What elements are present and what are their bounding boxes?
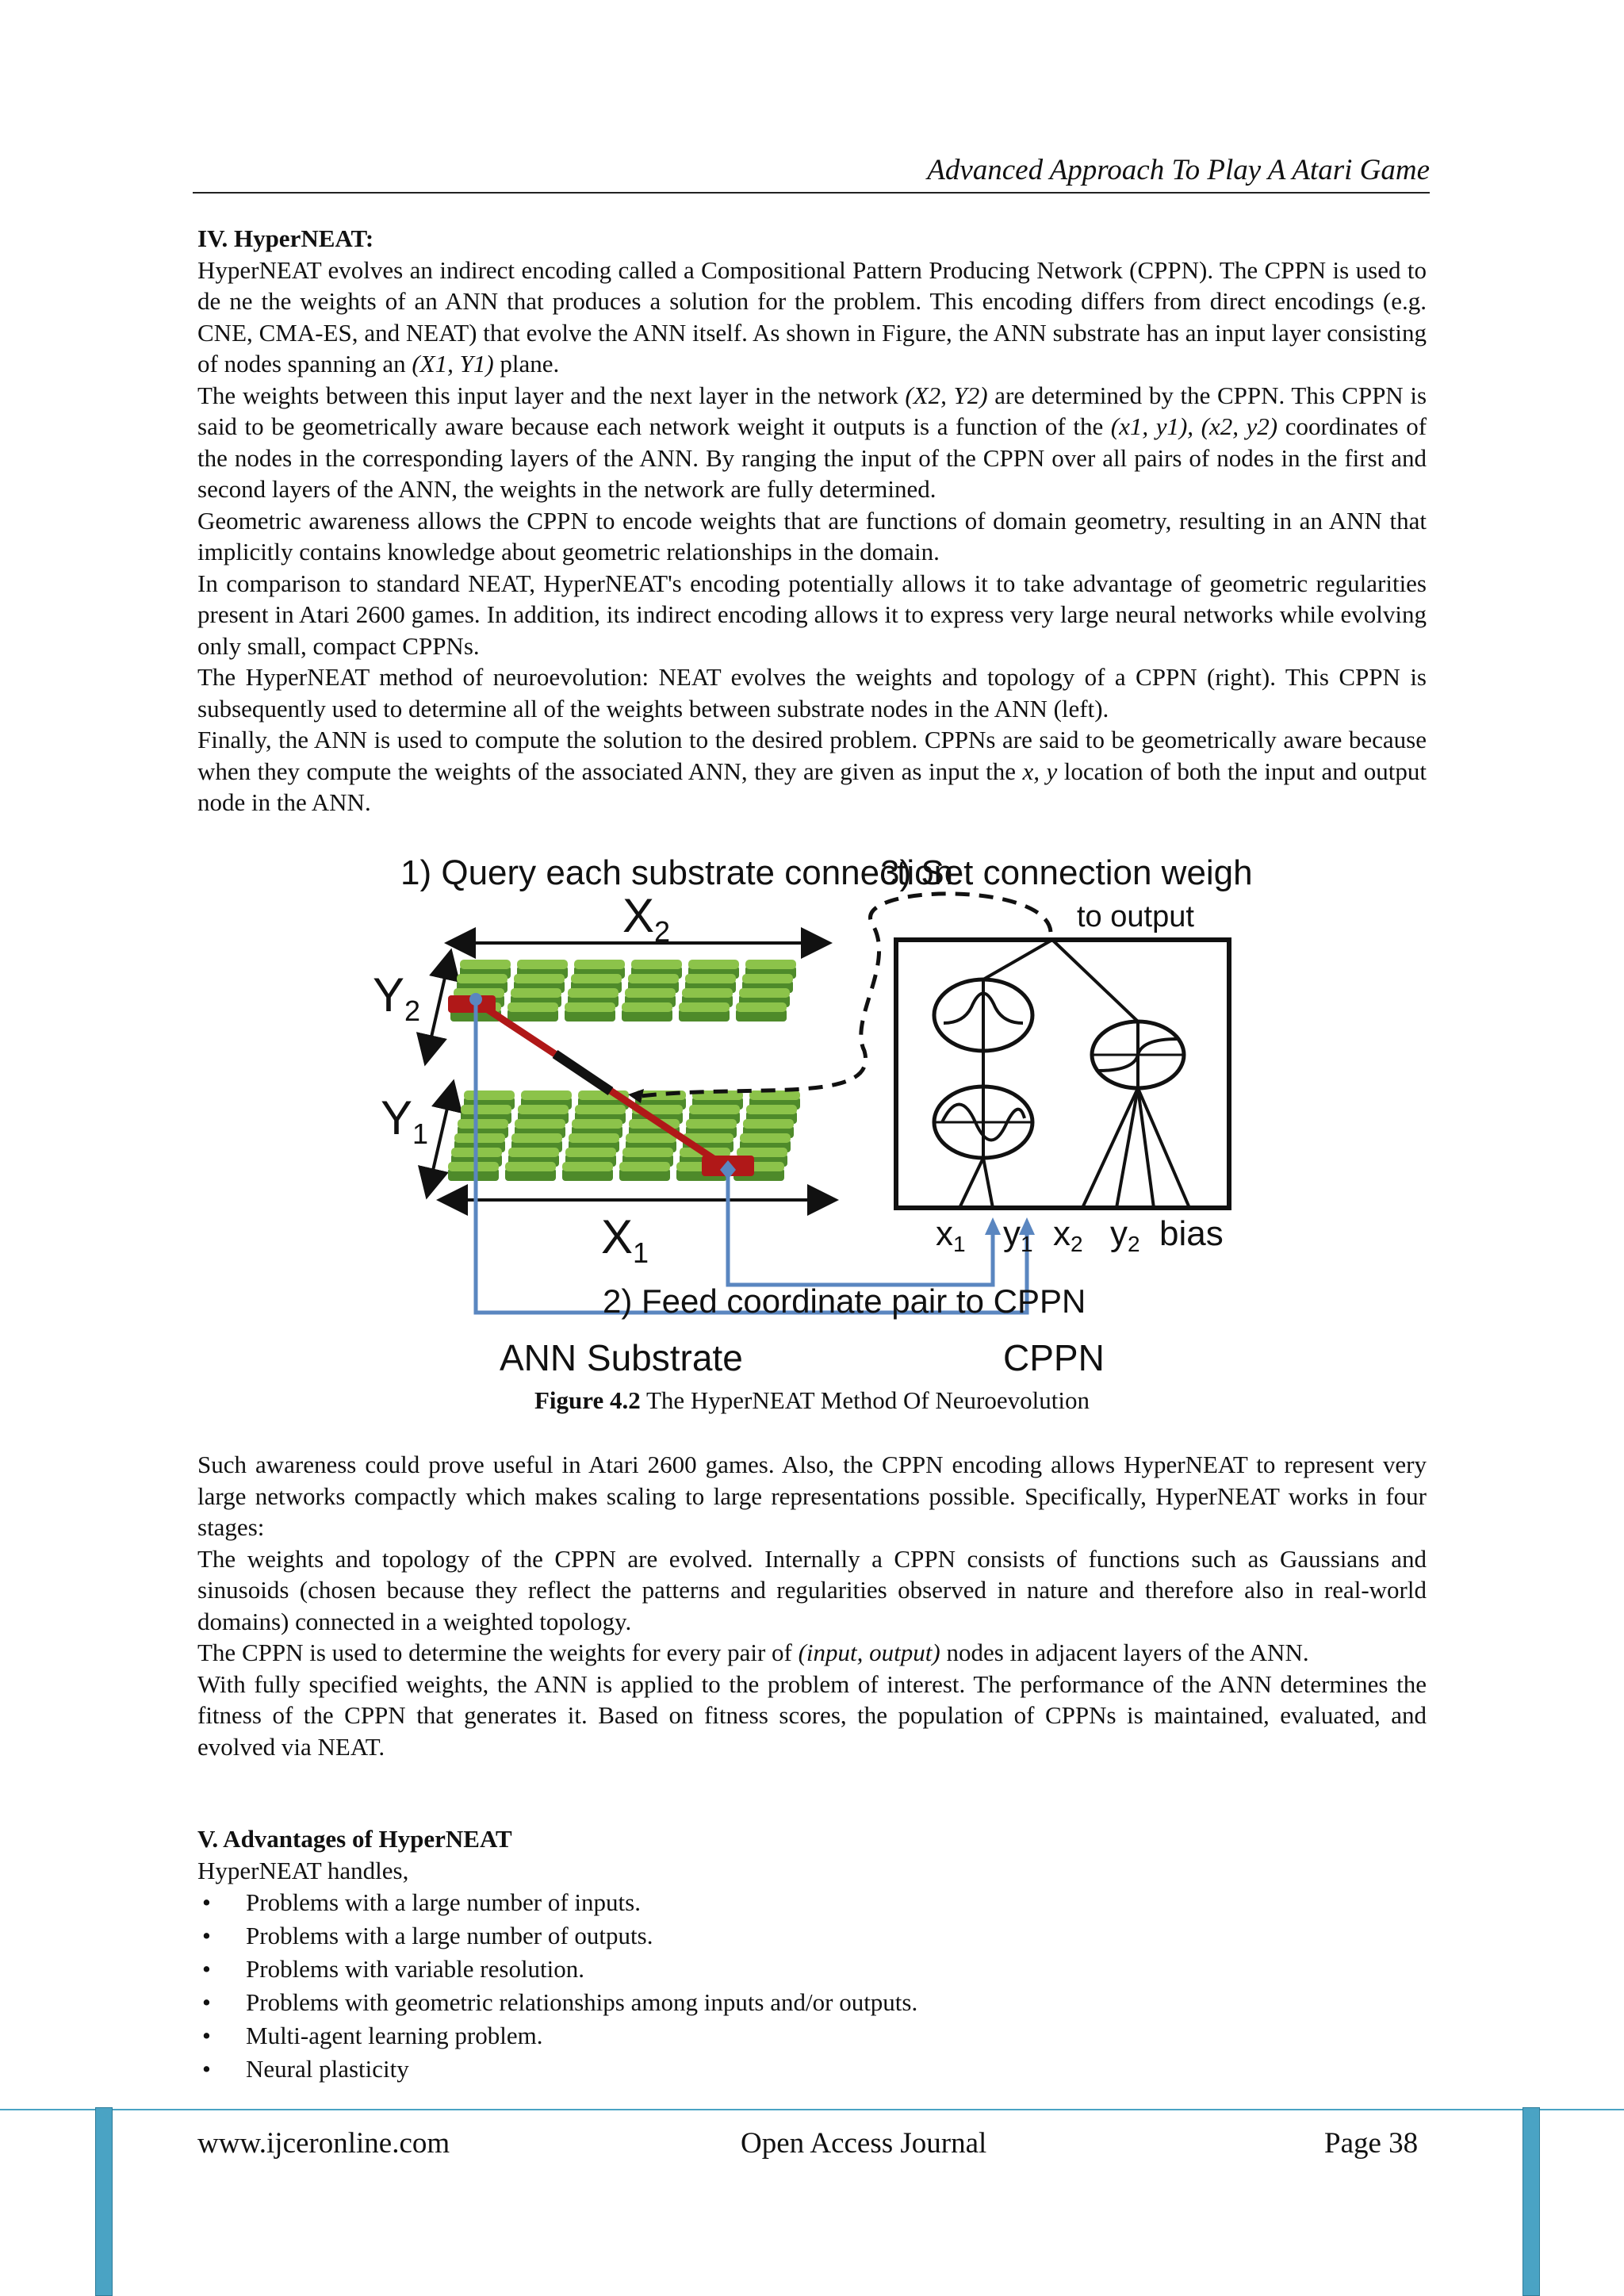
- substrate-node: [461, 1105, 511, 1114]
- bullet-marker: •: [202, 1888, 211, 1916]
- input-x1-letter: x: [936, 1214, 953, 1253]
- footer-page-number: Page 38: [1324, 2127, 1419, 2160]
- input-label-bias: bias: [1159, 1214, 1224, 1253]
- paragraph-text: plane.: [500, 350, 560, 378]
- substrate-node: [511, 1133, 562, 1143]
- y2-axis-label: [373, 968, 420, 1027]
- paragraph: [197, 1637, 1427, 1669]
- list-item-text: Problems with a large number of inputs.: [246, 1888, 641, 1916]
- cppn-edge: [959, 1158, 983, 1208]
- x2-axis-letter: X: [622, 889, 655, 942]
- paragraph: [197, 255, 1427, 380]
- cppn-edge: [983, 1158, 993, 1208]
- cppn-edge: [1116, 1088, 1138, 1208]
- substrate-node: [514, 974, 565, 983]
- y1-axis-label: [381, 1091, 428, 1150]
- figure-caption: [197, 1385, 1427, 1416]
- substrate-node: [736, 1002, 787, 1012]
- substrate-node: [682, 988, 733, 998]
- advantages-list: [197, 1886, 1427, 2086]
- paragraph: With fully specified weights, the ANN is applied to the problem of interest. The performance of the ANN determines the fitness of the CPPN that generates it. Based on fitness scores, the population of CPPNs is maintained, evaluated, and evolved via NEAT.: [197, 1669, 1427, 1761]
- input-y2-letter: y: [1110, 1214, 1128, 1253]
- input-label-x1: [936, 1214, 966, 1256]
- paragraph: In comparison to standard NEAT, HyperNEAT's encoding potentially allows it to take advantage of geometric regularities present in Atari 2600 games. In addition, its indirect encoding allows it to express very large neural networks while evolving only small, compact CPPNs.: [197, 569, 1427, 660]
- section-heading: IV. HyperNEAT:: [197, 224, 374, 252]
- bullet-marker: •: [202, 1988, 211, 2016]
- list-item: [197, 1886, 1427, 1919]
- substrate-node: [460, 960, 511, 969]
- paragraph-text: HyperNEAT evolves an indirect encoding called a Compositional Pattern Producing Network (CPPN). The CPPN is used to de ne the weights of an ANN that produces a solution for the problem. This encoding differs from direct encodings (e.g. CNE, CMA-ES, and NEAT) that evolve the ANN itself. As shown in Figure, the ANN substrate has an input layer consisting of nodes spanning an: [197, 255, 1427, 378]
- substrate-node: [619, 1162, 670, 1171]
- substrate-node: [631, 960, 682, 969]
- substrate-node: [742, 974, 793, 983]
- input-label-y2: [1110, 1214, 1140, 1256]
- cppn-label: CPPN: [1003, 1337, 1105, 1378]
- step3-label: 3) Set connection weight: [880, 853, 1253, 892]
- substrate-node: [508, 1002, 558, 1012]
- substrate-node: [622, 1002, 672, 1012]
- x1-axis-label: [601, 1210, 649, 1269]
- bullet-marker: •: [202, 1922, 211, 1949]
- bullet-marker: •: [202, 1955, 211, 1983]
- coordinate-text: (X2, Y2): [905, 381, 988, 409]
- input-y1-letter: y: [1003, 1214, 1021, 1253]
- y1-axis-arrow: [430, 1094, 450, 1184]
- input-x2-subscript: 2: [1071, 1232, 1083, 1256]
- paragraph: [197, 380, 1427, 505]
- list-item-text: Problems with variable resolution.: [246, 1955, 585, 1983]
- feed-node-output: [469, 993, 482, 1006]
- y2-axis-arrow: [428, 964, 448, 1051]
- running-header: Advanced Approach To Play A Atari Game: [927, 154, 1430, 186]
- substrate-node: [689, 1105, 740, 1114]
- input-x2-letter: x: [1053, 1214, 1071, 1253]
- list-item: [197, 1953, 1427, 1986]
- substrate-node: [448, 1162, 499, 1171]
- substrate-node: [568, 988, 619, 998]
- input-x1-subscript: 1: [953, 1232, 966, 1256]
- input-label-y1: [1003, 1214, 1033, 1256]
- y1-axis-subscript: 1: [412, 1117, 429, 1150]
- input-y1-subscript: 1: [1021, 1232, 1033, 1256]
- section-stages: [197, 1449, 1427, 1762]
- substrate-node: [458, 1119, 508, 1129]
- section-hyperneat: [197, 223, 1427, 818]
- paragraph: The weights and topology of the CPPN are evolved. Internally a CPPN consists of functions such as Gaussians and sinusoids (chosen because they reflect the patterns and regularities observed in nature and therefore also in real-world domains) connected in a weighted topology.: [197, 1544, 1427, 1635]
- paragraph-text: location of both the input and output node in the ANN.: [197, 757, 1427, 816]
- list-item: [197, 1986, 1427, 2019]
- substrate-node: [628, 974, 679, 983]
- x2-axis-subscript: 2: [654, 915, 671, 948]
- coordinate-text: x, y: [1022, 757, 1058, 785]
- footer-url: www.ijceronline.com: [197, 2127, 450, 2160]
- cppn-edge: [1052, 940, 1138, 1022]
- paragraph: HyperNEAT handles,: [197, 1856, 409, 1884]
- paragraph-text: Finally, the ANN is used to compute the solution to the desired problem. CPPNs are said to be geometrically aware because when they compute the weights of the associated ANN, they are given as input the: [197, 726, 1427, 785]
- bullet-marker: •: [202, 2055, 211, 2083]
- y1-axis-letter: Y: [381, 1091, 413, 1144]
- substrate-node: [626, 1133, 676, 1143]
- input-label-x2: [1053, 1214, 1083, 1256]
- footer-rule: [0, 2109, 1624, 2110]
- hyperneat-figure: [373, 845, 1253, 1392]
- hyperneat-diagram: [373, 845, 1253, 1392]
- substrate-node: [625, 988, 676, 998]
- x1-axis-letter: X: [601, 1210, 634, 1263]
- header-rule: [193, 192, 1430, 194]
- caption-label: Figure 4.2: [534, 1386, 641, 1414]
- footer-right-post: [1522, 2107, 1540, 2296]
- footer-left-post: [95, 2107, 113, 2296]
- paragraph: The HyperNEAT method of neuroevolution: NEAT evolves the weights and topology of a CPPN (right). This CPPN is subsequently used to determine all of the weights between substrate nodes in the ANN (left).: [197, 663, 1427, 723]
- cppn-edge: [1082, 1088, 1138, 1208]
- ann-substrate-label: ANN Substrate: [500, 1337, 743, 1378]
- paragraph-text: The CPPN is used to determine the weights for every pair of: [197, 1639, 792, 1666]
- substrate-node: [571, 974, 622, 983]
- list-item-text: Problems with a large number of outputs.: [246, 1922, 653, 1949]
- y2-axis-subscript: 2: [404, 995, 421, 1027]
- substrate-node: [505, 1162, 556, 1171]
- substrate-node: [518, 1105, 569, 1114]
- substrate-node: [508, 1148, 559, 1157]
- substrate-node: [574, 960, 625, 969]
- substrate-node: [521, 1091, 572, 1100]
- substrate-node: [739, 988, 790, 998]
- substrate-node: [743, 1119, 794, 1129]
- x1-axis-subscript: 1: [633, 1236, 649, 1269]
- substrate-node: [740, 1133, 791, 1143]
- to-output-label: to output: [1077, 900, 1194, 933]
- substrate-node: [746, 1105, 797, 1114]
- paragraph: Geometric awareness allows the CPPN to encode weights that are functions of domain geometry, resulting in an ANN that implicitly contains knowledge about geometric relationships in the domain.: [197, 506, 1427, 565]
- substrate-node: [511, 988, 561, 998]
- y2-axis-letter: Y: [373, 968, 405, 1022]
- list-item-text: Multi-agent learning problem.: [246, 2022, 543, 2049]
- substrate-node: [517, 960, 568, 969]
- substrate-node: [575, 1105, 626, 1114]
- step2-label: 2) Feed coordinate pair to CPPN: [603, 1282, 1086, 1320]
- x2-axis-label: [622, 889, 670, 948]
- paragraph-text: coordinates of the nodes in the corresponding layers of the ANN. By ranging the input of the CPPN over all pairs of nodes in the first and second layers of the ANN, the weights in the network are fully determined.: [197, 412, 1427, 503]
- substrate-node: [454, 1133, 505, 1143]
- bullet-marker: •: [202, 2022, 211, 2049]
- paragraph-text: are determined by the CPPN. This CPPN is said to be geometrically aware because each network weight it outputs is a function of the: [197, 381, 1427, 440]
- paragraph: [197, 724, 1427, 818]
- substrate-node: [569, 1133, 619, 1143]
- substrate-node: [562, 1162, 613, 1171]
- list-item: [197, 2019, 1427, 2053]
- paragraph-text: nodes in adjacent layers of the ANN.: [946, 1639, 1309, 1666]
- substrate-node: [565, 1148, 616, 1157]
- input-y2-subscript: 2: [1128, 1232, 1140, 1256]
- substrate-node: [572, 1119, 622, 1129]
- caption-text: The HyperNEAT Method Of Neuroevolution: [645, 1386, 1090, 1414]
- substrate-node: [515, 1119, 565, 1129]
- coordinate-text: (x1, y1), (x2, y2): [1110, 412, 1278, 440]
- paragraph-text: The weights between this input layer and the next layer in the network: [197, 381, 898, 409]
- feed-arrowhead-input: [985, 1217, 1001, 1235]
- cppn-box: [896, 940, 1229, 1208]
- substrate-node: [686, 1119, 737, 1129]
- emphasis-text: (input, output): [798, 1639, 940, 1666]
- section-heading: V. Advantages of HyperNEAT: [197, 1825, 512, 1853]
- list-item: [197, 1919, 1427, 1953]
- output-layer-grid: [450, 960, 796, 1022]
- step1-label: 1) Query each substrate connection: [400, 853, 954, 892]
- connection-weight-marker: [555, 1054, 611, 1091]
- substrate-node: [565, 1002, 615, 1012]
- substrate-node: [457, 974, 508, 983]
- substrate-node: [685, 974, 736, 983]
- list-item: [197, 2053, 1427, 2086]
- footer-journal: Open Access Journal: [741, 2127, 987, 2160]
- list-item-text: Problems with geometric relationships among inputs and/or outputs.: [246, 1988, 918, 2016]
- section-advantages: [197, 1823, 1427, 2086]
- substrate-node: [622, 1148, 673, 1157]
- list-item-text: Neural plasticity: [246, 2055, 409, 2083]
- substrate-node: [679, 1002, 730, 1012]
- substrate-node: [688, 960, 739, 969]
- paragraph: Such awareness could prove useful in Atari 2600 games. Also, the CPPN encoding allows HyperNEAT to represent very large networks compactly which makes scaling to large representations possible. Specifically, HyperNEAT works in four stages:: [197, 1451, 1427, 1541]
- coordinate-text: (X1, Y1): [412, 350, 494, 378]
- substrate-node: [745, 960, 796, 969]
- substrate-node: [464, 1091, 515, 1100]
- cppn-edge: [983, 940, 1052, 979]
